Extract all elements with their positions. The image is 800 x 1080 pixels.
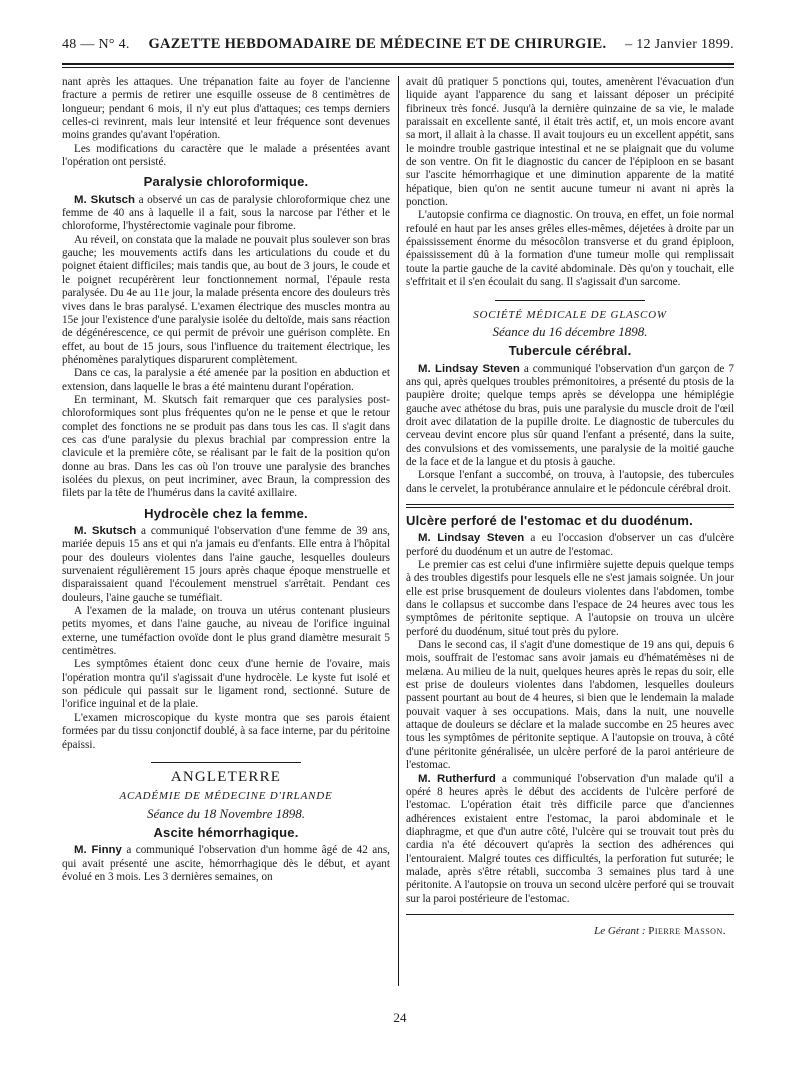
session-date: Séance du 18 Novembre 1898. [146, 805, 305, 821]
left-column [62, 76, 390, 884]
author-name: M. Finny [74, 844, 122, 857]
paragraph: Les modifications du caractère que le malade a présentées avant l'opération ont persisté. [62, 142, 390, 169]
author-name: M. Skutsch [74, 193, 135, 206]
paragraph: Les symptômes étaient donc ceux d'une hernie de l'ovaire, mais l'opération montra qu'il s'agissait d'une hydrocèle. Le kyste fut isolé et son pédicule qui passait sur le ligament rond, sectionné. Suture de l'orifice inguinal et de la plaie. [62, 658, 390, 711]
section-heading: Hydrocèle chez la femme. [144, 505, 308, 521]
paragraph: M. Finny a communiqué l'observation d'un homme âgé de 42 ans, qui avait présenté une ascite, hémorrhagique dès le début, et ayant évolué en 3 mois. Les 3 dernières semaines, on [62, 844, 390, 883]
folio-number: 24 [393, 1010, 407, 1025]
paragraph: Dans ce cas, la paralysie a été amenée par la position en abduction et extension, dans laquelle le bras a été maintenu durant l'opération. [62, 367, 390, 393]
author-name: M. Rutherfurd [418, 772, 496, 785]
page-header [62, 36, 734, 60]
journal-title: GAZETTE HEBDOMADAIRE DE MÉDECINE ET DE CHIRURGIE. [148, 36, 607, 52]
author-name: M. Skutsch [74, 525, 137, 537]
paragraph: Lorsque l'enfant a succombé, on trouva, à l'autopsie, des tubercules dans le cervelet, la protubérance annulaire et le pédoncule cérébral droit. [406, 469, 734, 495]
issue-date: – 12 Janvier 1899. [625, 37, 734, 52]
column-divider [398, 76, 399, 986]
session-date: Séance du 16 décembre 1898. [492, 323, 648, 339]
society-name: ACADÉMIE DE MÉDECINE D'IRLANDE [119, 790, 333, 803]
author-name: M. Lindsay Steven [418, 532, 525, 545]
author-name: M. Lindsay Steven [418, 362, 520, 375]
section-heading: Ascite hémorrhagique. [153, 824, 299, 840]
society-name: SOCIÉTÉ MÉDICALE DE GLASCOW [473, 308, 667, 321]
paragraph: M. Skutsch a communiqué l'observation d'une femme de 39 ans, mariée depuis 15 ans et qui n'a jamais eu d'enfants. Elle entra à l'hôpital pour des douleurs violentes dans l'aine gauche, lesquelles douleurs survenaient régulièrement 15 jours après chaque époque menstruelle et disparaissaient quand l'écoulement menstruel s'arrêtait. Pendant ces douleurs, l'aine gauche se tuméfiait. [62, 525, 390, 604]
paragraph: Le premier cas est celui d'une infirmière sujette depuis quelque temps à des troubles digestifs pour lesquels elle ne s'est jamais soignée. Un jour elle est prise brusquement de douleurs violentes dans l'abdomen, tombe dans le collapsus et succombe dans l'espace de 24 heures avec tous les symptômes de péritonite septique. A l'autopsie on trouva un ulcère perforé du duodénum, situé tout près du pylore. [406, 559, 734, 638]
section-rule [151, 762, 301, 763]
country-heading: ANGLETERRE [170, 768, 282, 785]
section-heading: Paralysie chloroformique. [143, 174, 309, 190]
paragraph: L'autopsie confirma ce diagnostic. On trouva, en effet, un foie normal refoulé en haut par les anses grêles elles-mêmes, déjetées à droite par un épaississement énorme du mésocôlon transverse et du grand épiploon, épaississement dû à la formation d'une tumeur molle qui remplissait toute la partie gauche de la cavité abdominale. Dès qu'on y touchait, elle s'effritait et il s'en écoulait du sang. Il s'agissait d'un sarcome. [406, 209, 734, 289]
paragraph: A l'examen de la malade, on trouva un utérus contenant plusieurs petits myomes, et dans l'aine gauche, au niveau de l'orifice inguinal externe, une tuméfaction ovoïde dont le plus grand diamètre mesurait 5 centimètres. [62, 605, 390, 658]
publisher-signature [406, 925, 734, 938]
paragraph: L'examen microscopique du kyste montra que ses parois étaient formées par du tissu conjonctif doublé, à sa face interne, par du péritoine épaissi. [62, 711, 390, 751]
footer-rule [406, 914, 734, 915]
paragraph: Au réveil, on constata que la malade ne pouvait plus soulever son bras gauche; les mouvements actifs dans les articulations du coude et du poignet étaient difficiles; mais tandis que, au bout de 3 jours, le coude et le poignet recupérèrent leur fonctionnement normal, l'épaule resta paralysée. Du 4e au 11e jour, la malade présenta encore des douleurs très vives dans le bras paralysé. L'examen électrique des muscles montra au 15e jour l'existence d'une paralysie isolée du deltoïde, mais sans réaction de dégénérescence, ce qui permit de prévoir une guérison complète. En effet, au bout de 15 jours, sous l'influence du traitement électrique, les phénomènes paralytiques disparurent complètement. [62, 233, 390, 366]
section-heading: Tubercule cérébral. [508, 343, 632, 359]
section-rule [406, 504, 734, 508]
section-heading: Ulcère perforé de l'estomac et du duodénum. [406, 512, 693, 528]
paragraph: M. Lindsay Steven a communiqué l'observation d'un garçon de 7 ans qui, après quelques troubles prémonitoires, a présenté du ptosis de la paupière droite; quelque temps après se développa une hémiplégie gauche avec athétose du bras, puis une paralysie du muscle droit de l'œil droit avec dilatation de la pupille droite. Le diagnostic de tubercules du cerveau devint encore plus sûr quand l'enfant a présenté, dans la suite, des convulsions et des vomissements, une paralysie de la moitié gauche de la face et de la langue et du ptosis à gauche. [406, 362, 734, 468]
paragraph: M. Skutsch a observé un cas de paralysie chloroformique chez une femme de 40 ans à laquelle il a fait, sous la narcose par l'éther et le chloroforme, l'hystérectomie vaginale pour fibrome. [62, 193, 390, 233]
paragraph: M. Rutherfurd a communiqué l'observation d'un malade qu'il a opéré 8 heures après le début des accidents de l'ulcère perforé de l'estomac. L'opération était très difficile parce que d'anciennes adhérences existaient entre l'estomac, la paroi abdominale et le diaphragme, et que d'un autre côté, l'ulcère qui se trouvait tout près du cardia n'a été découvert qu'après la section des adhérences qui l'entouraient. Malgré toutes ces difficultés, la perforation fut suturée; le malade, après s'être rétabli, succomba 3 semaines plus tard à une péritonite. A l'autopsie on trouva un second ulcère perforé qui se trouvait sur la paroi postérieure de l'estomac. [406, 772, 734, 905]
paragraph: En terminant, M. Skutsch fait remarquer que ces paralysies post-chloroformiques sont plus fréquentes qu'on ne le pense et que le retour complet des fonctions ne se produit pas dans tous les cas. Il s'agit dans ces cas d'une paralysie du plexus brachial par compression entre la clavicule et la première côte, se réalisant par le fait de la position qu'on donne au bras. Dans les cas où l'on trouve une paralysie des branches isolées du plexus, on peut incriminer, avec Braun, la compression des filets par la tête de l'humérus dans la cavité axillaire. [62, 393, 390, 500]
header-rule-thin [62, 67, 734, 68]
section-rule [495, 300, 645, 301]
page-number: 48 — N° 4. [62, 37, 130, 52]
header-rule [62, 63, 734, 65]
right-column [406, 76, 734, 938]
gerant-name: Pierre Masson. [648, 924, 726, 937]
paragraph: nant après les attaques. Une trépanation faite au foyer de l'ancienne fracture a permis de retirer une esquille osseuse de 8 centimètres de longueur; pendant 6 mois, il n'y eut plus d'attaques; ces temps derniers celles-ci revinrent, mais leur intensité et leur fréquence sont devenues moins grandes qu'avant l'opération. [62, 76, 390, 142]
paragraph: M. Lindsay Steven a eu l'occasion d'observer un cas d'ulcère perforé du duodénum et un autre de l'estomac. [406, 532, 734, 558]
paragraph: avait dû pratiquer 5 ponctions qui, toutes, amenèrent l'évacuation d'un liquide ayant l'apparence du sang et laissant déposer un précipité fibrineux très foncé. Jusqu'à la dernière quinzaine de sa vie, le malade paraissait en excellente santé, il était très actif, et, un mois encore avant sa mort, il allait à la chasse. Il avait toujours eu un excellent appétit, sans le moindre trouble gastrique intestinal et ne se plaignait que du volume de son ventre. On fit le diagnostic du cancer de l'épiploon en se basant sur l'ascite hémorrhagique et une diminution apparente de la matité hépatique, bien qu'on ne sentit aucune tumeur ni avant ni après la ponction. [406, 76, 734, 209]
gerant-label: Le Gérant : [594, 924, 646, 937]
paragraph: Dans le second cas, il s'agit d'une domestique de 19 ans qui, depuis 6 mois, souffrait de l'estomac sans avoir jamais eu d'hématémèses ni de melæna. Au milieu de la nuit, quelques heures après le repas du soir, elle est prise de douleurs violentes dans l'abdomen, lesquelles douleurs passent pourtant au bout de 4 heures, si bien que le lendemain la malade pouvait vaquer à ses occupations. Mais, dans la nuit, une nouvelle attaque de douleurs se déclare et la malade succombe en 25 heures avec tous les symptômes de péritonite septique. A l'autopsie on trouva, à côté d'une péritonite généralisée, un ulcère perforé de la paroi antérieure de l'estomac. [406, 639, 734, 772]
